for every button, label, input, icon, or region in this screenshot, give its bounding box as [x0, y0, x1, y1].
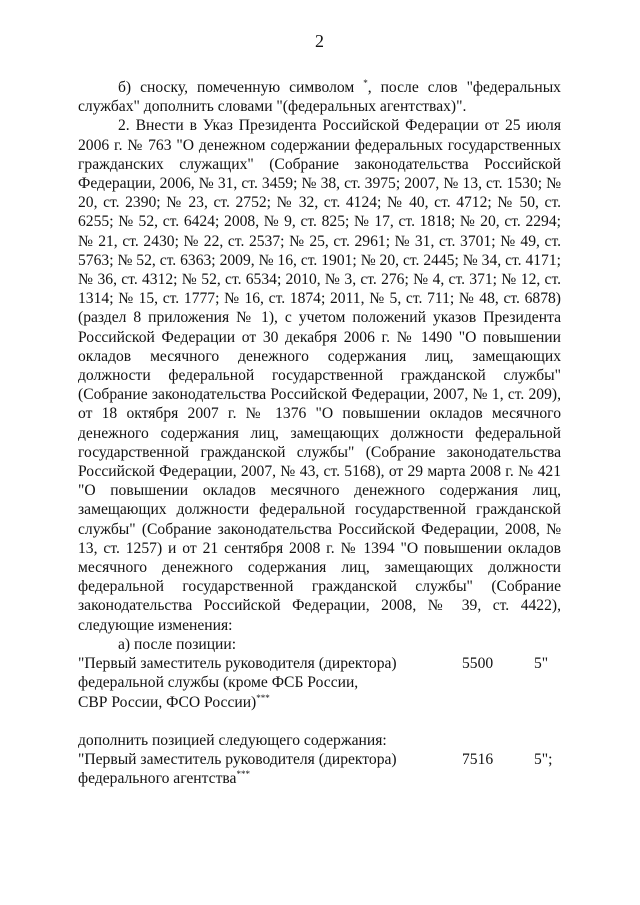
position-title-line: СВР России, ФСО России)***: [78, 692, 270, 711]
position-title-line: "Первый заместитель руководителя (директора): [78, 655, 397, 673]
spacer: [78, 712, 561, 731]
position-title: [78, 654, 408, 712]
position-title: [78, 750, 408, 788]
position-coefficient: 5": [534, 655, 549, 673]
footnote-mark: ***: [236, 768, 250, 779]
item-a: а) после позиции:: [118, 635, 237, 653]
footnote-star: *: [363, 77, 368, 88]
position-salary: 7516: [462, 750, 494, 768]
paragraph-2: 2. Внести в Указ Президента Российской Федерации от 25 июля 2006 г. № 763 "О денежном содержании федеральных государственных гражданских служащих" (Собрание законодательства Российской Федерации, 2006, № 31, ст. 3459; № 38, ст. 3975; 2007, № 13, ст. 1530; № 20, ст. 2390; № 23, ст. 2752; № 32, ст. 4124; № 40, ст. 4712; № 50, ст. 6255; № 52, ст. 6424; 2008, № 9, ст. 825; № 17, ст. 1818; № 20, ст. 2294; № 21, ст. 2430; № 22, ст. 2537; № 25, ст. 2961; № 31, ст. 3701; № 49, ст. 5763; № 52, ст. 6363; 2009, № 16, ст. 1901; № 20, ст. 2445; № 34, ст. 4171; № 36, ст. 4312; № 52, ст. 6534; 2010, № 3, ст. 276; № 4, ст. 371; № 12, ст. 1314; № 15, ст. 1777; № 16, ст. 1874; 2011, № 5, ст. 711; № 48, ст. 6878) (раздел 8 приложения № 1), с учетом положений указов Президента Российской Федерации от 30 декабря 2006 г. № 1490 "О повышении окладов месячного денежного содержания лиц, замещающих должности федеральной государственной гражданской службы" (Собрание законодательства Российской Федерации, 2007, № 1, ст. 209), от 18 октября 2007 г. № 1376 "О повышении окладов месячного денежного содержания лиц, замещающих должности федеральной государственной гражданской службы" (Собрание законодательства Российской Федерации, 2007, № 43, ст. 5168), от 29 марта 2008 г. № 421 "О повышении окладов месячного денежного содержания лиц, замещающих должности федеральной государственной гражданской службы" (Собрание законодательства Российской Федерации, 2008, № 13, ст. 1257) и от 21 сентября 2008 г. № 1394 "О повышении окладов месячного денежного содержания лиц, замещающих должности федеральной государственной гражданской службы" (Собрание законодательства Российской Федерации, 2008, № 39, ст. 4422), следующие изменения:: [78, 117, 561, 634]
paragraph-b: [78, 78, 561, 116]
position-title-line: федеральной службы (кроме ФСБ России,: [78, 674, 359, 692]
position-title-line: "Первый заместитель руководителя (директора): [78, 750, 397, 768]
document-page: [78, 30, 561, 788]
paragraph-b-text-end: , после слов "федеральных службах" дополнить словами "(федеральных агентствах)".: [78, 79, 561, 116]
position-first-deputy-agency: [78, 750, 561, 788]
page-number: 2: [315, 31, 324, 51]
footnote-mark: ***: [256, 692, 270, 703]
paragraph-b-text-start: б) сноску, помеченную символом: [118, 79, 364, 96]
position-coefficient: 5";: [534, 750, 553, 768]
supplement-text: дополнить позицией следующего содержания:: [78, 731, 387, 749]
position-first-deputy-service: [78, 654, 561, 712]
position-title-line: федерального агентства***: [78, 768, 250, 788]
position-salary: 5500: [462, 655, 494, 673]
